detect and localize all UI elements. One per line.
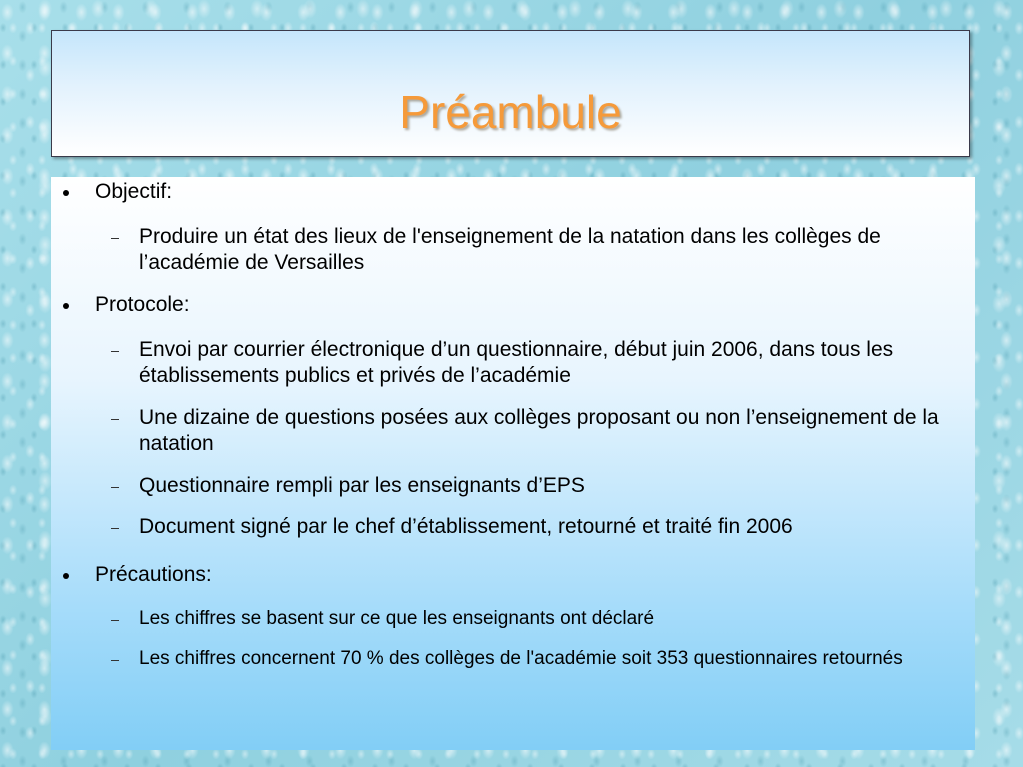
sub-bullet-precautions-1: Les chiffres se basent sur ce que les enseignants ont déclaré — [139, 606, 969, 631]
title-box — [51, 30, 970, 157]
sub-bullet-protocole-1: Envoi par courrier électronique d’un questionnaire, début juin 2006, dans tous les établissements publics et privés de l’académie — [139, 337, 969, 389]
slide-title: Préambule — [399, 86, 622, 138]
sub-bullet-precautions-2: Les chiffres concernent 70 % des collèges de l'académie soit 353 questionnaires retournés — [139, 646, 969, 671]
content-box — [51, 177, 975, 750]
bullet-objectif: Objectif: — [95, 180, 173, 203]
sub-bullet-protocole-2: Une dizaine de questions posées aux collèges proposant ou non l’enseignement de la natation — [139, 405, 969, 457]
bullet-precautions: Précautions: — [95, 563, 212, 586]
sub-bullet-protocole-4: Document signé par le chef d’établissement, retourné et traité fin 2006 — [139, 514, 969, 540]
sub-bullet-protocole-3: Questionnaire rempli par les enseignants d’EPS — [139, 473, 969, 499]
sub-bullet-objectif-1: Produire un état des lieux de l'enseignement de la natation dans les collèges de l’académie de Versailles — [139, 224, 969, 276]
bullet-protocole: Protocole: — [95, 293, 190, 316]
